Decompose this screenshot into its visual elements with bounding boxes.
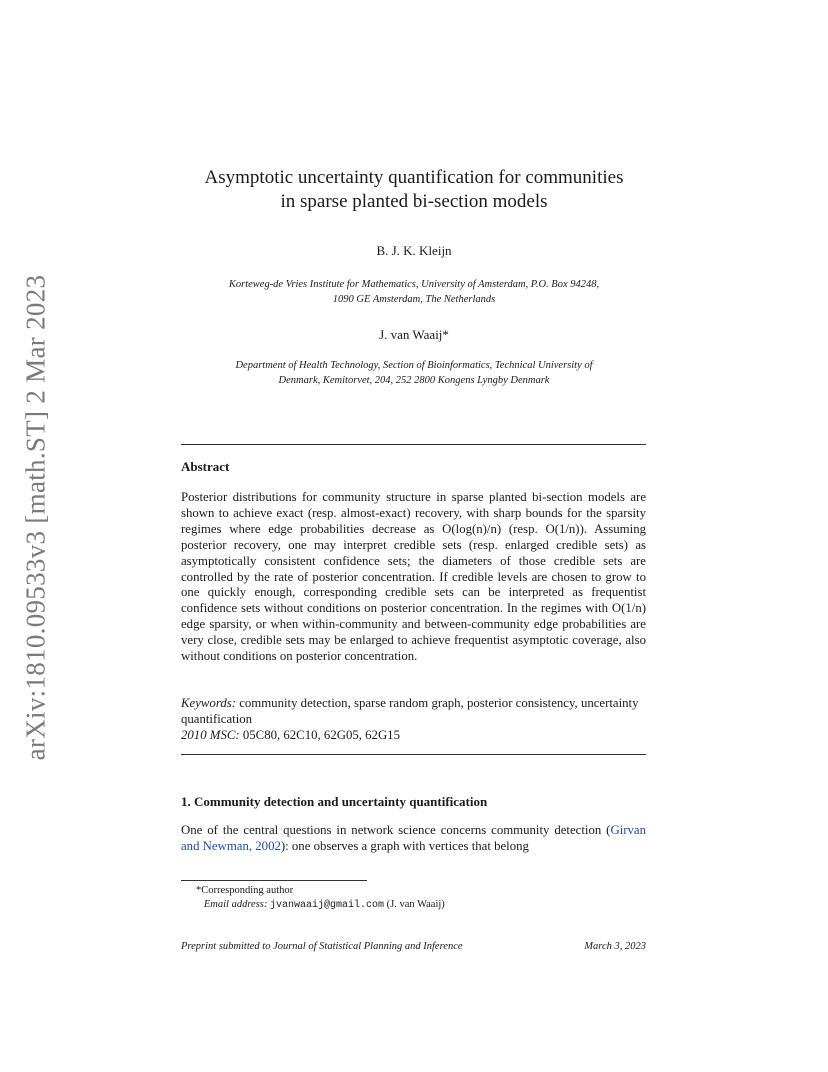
affiliation-1-line-2: 1090 GE Amsterdam, The Netherlands [332,294,496,305]
title-line-2: in sparse planted bi-section models [280,191,548,212]
paper-title [150,166,678,214]
affiliation-2-line-1: Department of Health Technology, Section of Bioinformatics, Technical University of [235,360,593,371]
author-1-name: B. J. K. Kleijn [376,243,452,258]
footnote-rule [181,880,367,881]
section-1-text-start: One of the central questions in network science concerns community detection ( [181,823,611,837]
author-2-name: J. van Waaij* [379,327,449,342]
affiliation-2-line-2: Denmark, Kemitorvet, 204, 252 2800 Kongens Lyngby Denmark [278,375,550,386]
abstract-bottom-rule [181,754,646,755]
section-1-text-end: ): one observes a graph with vertices that belong [280,839,529,853]
footnote [196,884,445,913]
keywords-block [181,695,646,743]
preprint-date: March 3, 2023 [584,941,646,952]
msc-text: 05C80, 62C10, 62G05, 62G15 [242,728,400,742]
citation-link[interactable]: Girvan and Newman, 2002 [181,823,646,853]
title-line-1: Asymptotic uncertainty quantification for communities [204,167,624,188]
section-1-text [181,822,646,854]
preprint-footer [181,941,646,952]
footnote-corresponding: *Corresponding author [196,885,294,896]
preprint-journal: Preprint submitted to Journal of Statistical Planning and Inference [181,941,463,952]
author-1-affiliation [180,277,648,307]
msc-label: 2010 MSC: [181,728,240,742]
keywords-label: Keywords: [181,696,236,710]
email-address[interactable]: jvanwaaij@gmail.com [269,900,385,911]
abstract-heading: Abstract [181,459,230,474]
abstract-text: Posterior distributions for community structure in sparse planted bi-section models are shown to achieve exact (resp. almost-exact) recovery, with sharp bounds for the sparsity regimes where edge probabilities decrease as O(log(n)/n) (resp. O(1/n)). Assuming posterior recovery, one may interpret credible sets (resp. enlarged credible sets) as asymptotically consistent confidence sets; the diameters of those credible sets are controlled by the rate of posterior concentration. If credible levels are chosen to grow to one quickly enough, corresponding credible sets can be interpreted as frequentist confidence sets without conditions on posterior concentration. In the regimes with O(1/n) edge sparsity, or when within-community and between-community edge probabilities are very close, credible sets may be enlarged to achieve frequentist asymptotic coverage, also without conditions on posterior concentration. [181,490,646,664]
affiliation-1-line-1: Korteweg-de Vries Institute for Mathematics, University of Amsterdam, P.O. Box 94248, [228,279,600,290]
email-label: Email address: [203,899,268,910]
abstract-top-rule [181,444,646,445]
keywords-text: community detection, sparse random graph, posterior consistency, uncertainty quantification [181,696,639,726]
email-owner: (J. van Waaij) [386,899,445,910]
arxiv-stamp [18,272,54,762]
section-1-heading: 1. Community detection and uncertainty quantification [181,794,488,809]
arxiv-id: arXiv:1810.09533v3 [math.ST] 2 Mar 2023 [20,274,51,760]
author-2-affiliation [180,358,648,388]
